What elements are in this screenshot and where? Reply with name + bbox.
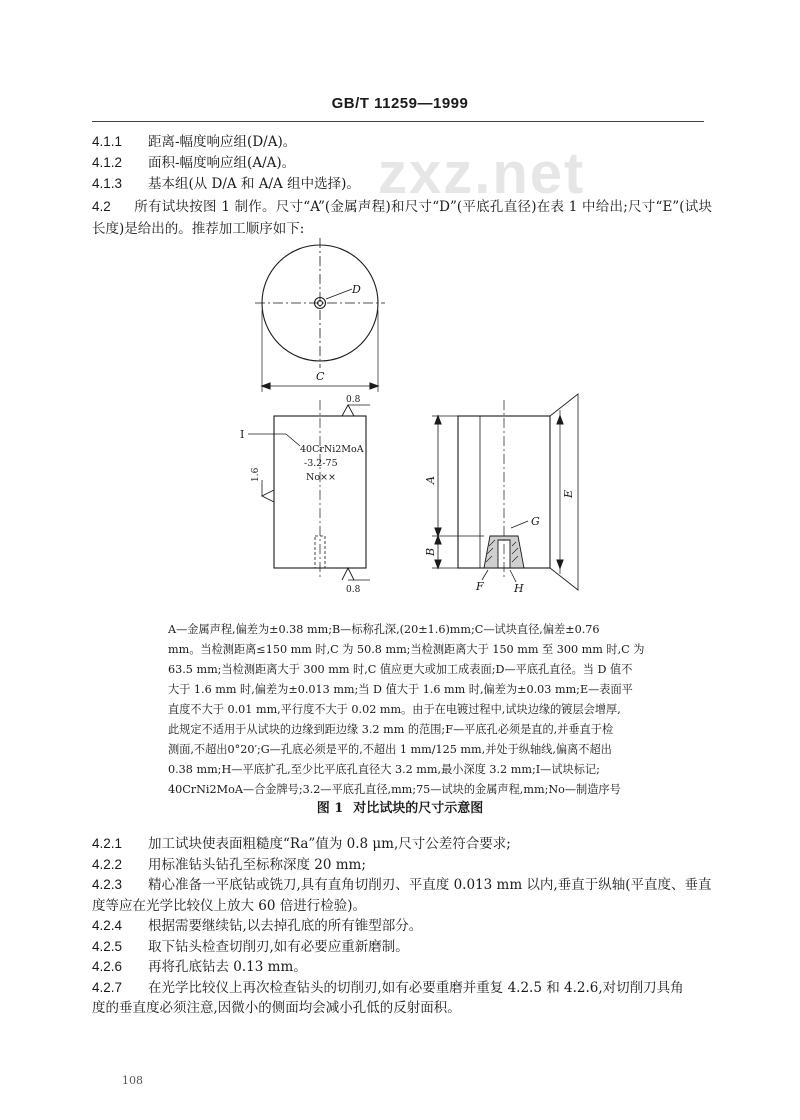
label-I: I xyxy=(240,428,245,441)
clause-text: 精心准备一平底钻或铣刀,具有直角切削刃、平直度 0.013 mm 以内,垂直于纵轴(平直度、垂直 xyxy=(148,877,712,893)
clause-text: 取下钻头检查切削刃,如有必要应重新磨制。 xyxy=(148,938,409,955)
label-H: H xyxy=(514,582,524,595)
caption-line: 大于 1.6 mm 时,偏差为±0.013 mm;当 D 值大于 1.6 mm 时,偏差为±0.03 mm;E—表面平 xyxy=(168,683,633,696)
clause-text: 再将孔底钻去 0.13 mm。 xyxy=(148,959,307,975)
clause-4-2-7 xyxy=(92,978,712,999)
caption-line: 40CrNi2MoA—合金牌号;3.2—平底孔直径,mm;75—试块的金属声程,mm;No—制造序号 xyxy=(168,783,621,796)
caption-line: A—金属声程,偏差为±0.38 mm;B—标称孔深,(20±1.6)mm;C—试块直径,偏差±0.76 xyxy=(168,623,600,636)
clause-text: 基本组(从 D/A 和 A/A 组中选择)。 xyxy=(148,176,360,192)
clause-text: 在光学比较仪上再次检查钻头的切削刃,如有必要重磨并重复 4.2.5 和 4.2.6,对切削刀具角 xyxy=(148,979,684,996)
clause-4-2-5 xyxy=(92,937,712,958)
clause-4-2-4 xyxy=(92,916,712,937)
page-number: 108 xyxy=(122,1074,143,1087)
clause-number: 4.2.5 xyxy=(92,938,123,954)
roughness-top-value: 0.8 xyxy=(346,395,361,405)
figure-title xyxy=(0,797,800,816)
clause-4-2-6 xyxy=(92,957,712,978)
clause-number: 4.2.6 xyxy=(92,959,123,974)
clause-continuation: 度的垂直度必须注意,因微小的侧面均会减小孔低的反射面积。 xyxy=(92,1000,461,1016)
label-G: G xyxy=(531,515,540,528)
clause-4-2-1 xyxy=(92,834,712,855)
label-B: B xyxy=(424,547,437,556)
page-header: GB/T 11259—1999 xyxy=(331,95,469,112)
caption-line: 测面,不超出0°20′;G—孔底必须是平的,不超出 1 mm/125 mm,并处于纵轴线,偏离不超出 xyxy=(168,743,612,756)
caption-line: 63.5 mm;当检测距离大于 300 mm 时,C 值应更大或加工成表面;D—平底孔直径。当 D 值不 xyxy=(168,663,633,676)
clause-continuation: 度等应在光学比较仪上放大 60 倍进行检验)。 xyxy=(92,897,367,914)
clause-text: 距离-幅度响应组(D/A)。 xyxy=(148,134,297,150)
clause-list-4-2 xyxy=(92,834,712,1019)
clause-number: 4.1.3 xyxy=(92,176,123,191)
clause-4-2-3 xyxy=(92,875,712,896)
caption-line: mm。当检测距离≤150 mm 时,C 为 50.8 mm;当检测距离大于 150 mm 至 300 mm 时,C 为 xyxy=(168,643,645,656)
clause-text: 加工试块使表面粗糙度“Ra”值为 0.8 μm,尺寸公差符合要求; xyxy=(148,836,511,852)
label-C: C xyxy=(316,370,325,383)
clause-4-2-2 xyxy=(92,855,712,876)
marking-line-1: 40CrNi2MoA xyxy=(300,444,364,455)
clause-number: 4.2.3 xyxy=(92,877,123,892)
clause-number: 4.1.1 xyxy=(92,134,123,149)
clause-text: 面积-幅度响应组(A/A)。 xyxy=(148,155,296,171)
clause-text: 所有试块按图 1 制作。尺寸“A”(金属声程)和尺寸“D”(平底孔直径)在表 1 中给出;尺寸“E”(试块长度)是给出的。推荐加工顺序如下: xyxy=(92,199,712,237)
label-E: E xyxy=(562,489,575,498)
clause-number: 4.2.2 xyxy=(92,856,123,872)
clause-number: 4.2.1 xyxy=(92,836,123,851)
marking-line-2: -3.2-75 xyxy=(304,458,338,469)
label-F: F xyxy=(476,580,484,593)
figure-title-text: 对比试块的尺寸示意图 xyxy=(353,801,484,816)
clause-number: 4.2 xyxy=(92,199,111,214)
caption-line: 此规定不适用于从试块的边缘到距边缘 3.2 mm 的范围;F—平底孔必须是直的,并垂直于检 xyxy=(168,723,614,736)
figure-caption xyxy=(168,620,656,800)
label-A: A xyxy=(424,476,437,484)
clause-number: 4.2.4 xyxy=(92,918,123,933)
clause-text: 根据需要继续钻,以去掉孔底的所有锥型部分。 xyxy=(148,918,423,934)
marking-line-3: No×× xyxy=(306,472,336,483)
clause-text: 用标准钻头钻孔至标称深度 20 mm; xyxy=(148,856,366,873)
label-D: D xyxy=(352,283,361,296)
clause-number: 4.1.2 xyxy=(92,155,123,170)
caption-line: 直度不大于 0.01 mm,平行度不大于 0.02 mm。由于在电镀过程中,试块边缘的镀层会增厚, xyxy=(168,703,621,716)
roughness-bottom-value: 0.8 xyxy=(346,585,361,595)
figure-number: 图 1 xyxy=(316,801,344,816)
roughness-side-value: 1.6 xyxy=(251,467,261,482)
caption-line: 0.38 mm;H—平底扩孔,至少比平底孔直径大 3.2 mm,最小深度 3.2 mm;I—试块标记; xyxy=(168,763,600,776)
watermark: zxz.net xyxy=(378,141,586,206)
clause-number: 4.2.7 xyxy=(92,979,123,995)
